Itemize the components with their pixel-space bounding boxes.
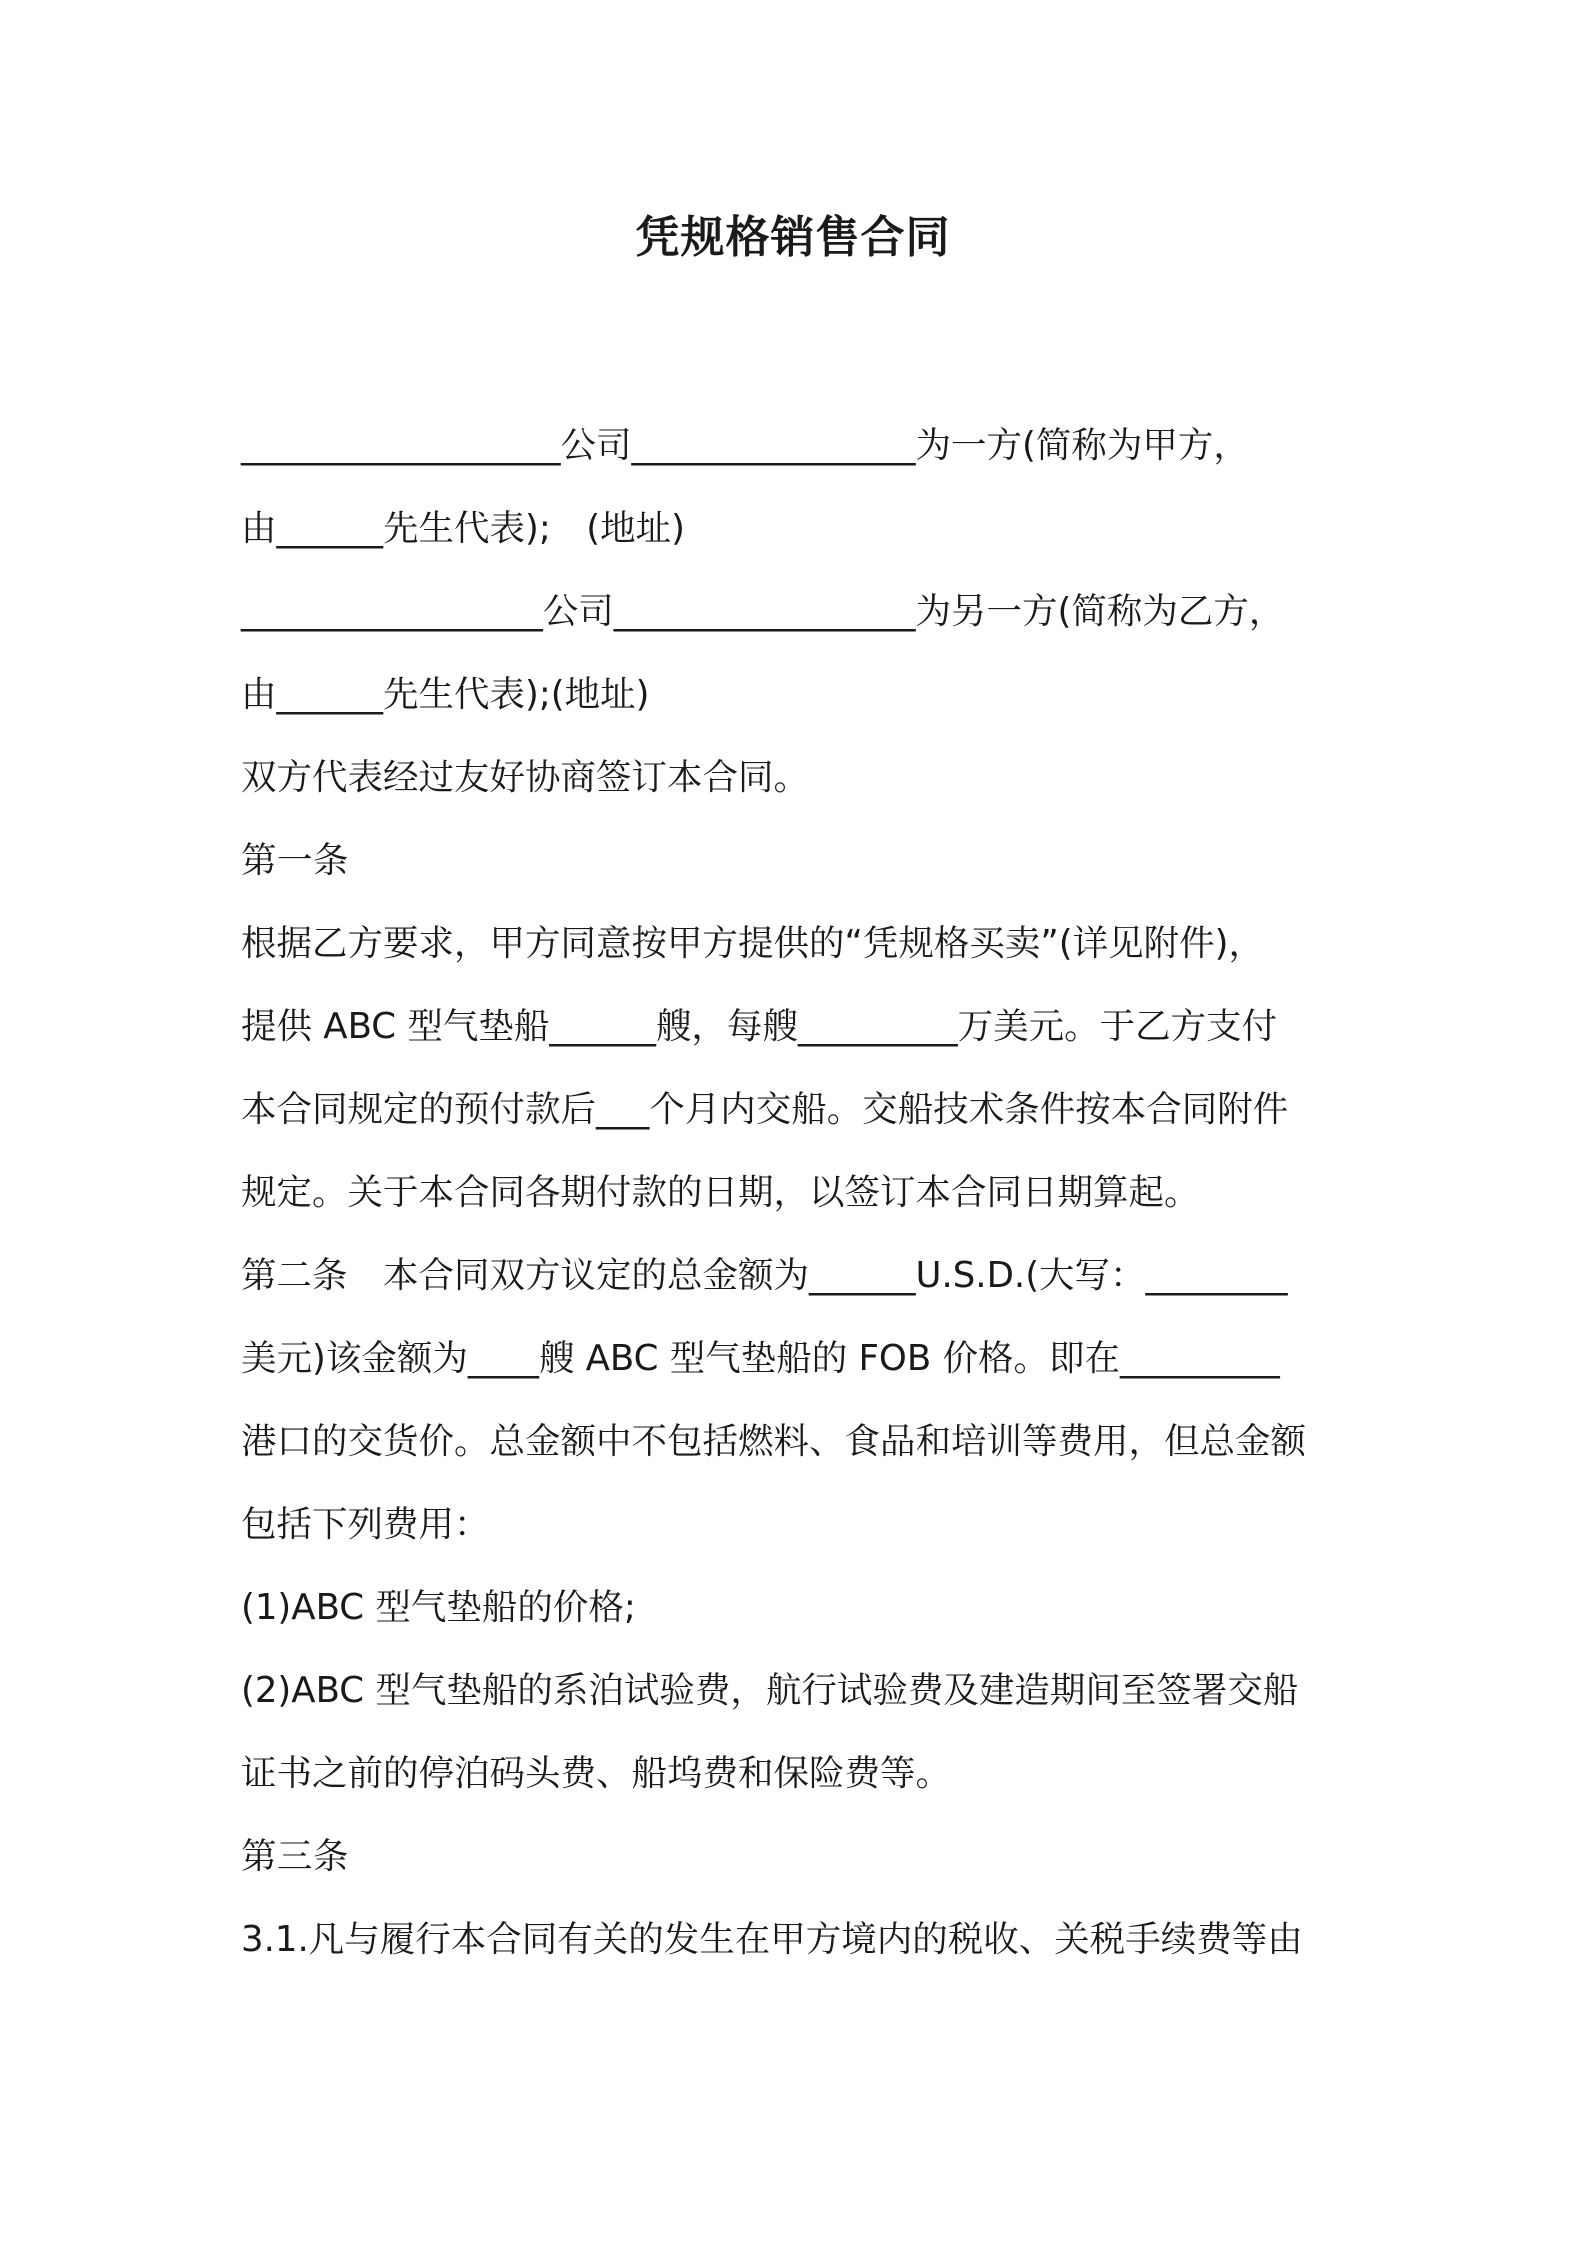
cost-item-2-continued: 证书之前的停泊码头费、船坞费和保险费等。 xyxy=(241,1753,952,1794)
party-a-line: __________________公司________________为一方(简称为甲方， xyxy=(241,425,1249,466)
party-a-representative-line: 由______先生代表); (地址) xyxy=(241,508,686,549)
article-1-text-line: 根据乙方要求，甲方同意按甲方提供的“凭规格买卖”(详见附件)， xyxy=(241,923,1264,964)
article-1-text-line: 本合同规定的预付款后___个月内交船。交船技术条件按本合同附件 xyxy=(241,1089,1289,1130)
article-2-text-line: 港口的交货价。总金额中不包括燃料、食品和培训等费用，但总金额 xyxy=(241,1421,1307,1462)
clause-3-1-line: 3.1.凡与履行本合同有关的发生在甲方境内的税收、关税手续费等由 xyxy=(241,1919,1303,1960)
article-3-heading: 第三条 xyxy=(241,1836,350,1877)
article-2-text-line: 美元)该金额为____艘 ABC 型气垫船的 FOB 价格。即在_________ xyxy=(241,1338,1280,1379)
article-2-text-line: 第二条 本合同双方议定的总金额为______U.S.D.(大写：________ xyxy=(241,1255,1288,1296)
document-title: 凭规格销售合同 xyxy=(635,212,951,263)
article-1-text-line: 规定。关于本合同各期付款的日期，以签订本合同日期算起。 xyxy=(241,1172,1200,1213)
cost-item-2: (2)ABC 型气垫船的系泊试验费，航行试验费及建造期间至签署交船 xyxy=(241,1670,1299,1711)
party-b-representative-line: 由______先生代表);(地址) xyxy=(241,674,650,715)
agreement-statement: 双方代表经过友好协商签订本合同。 xyxy=(241,757,810,798)
article-1-text-line: 提供 ABC 型气垫船______艘，每艘_________万美元。于乙方支付 xyxy=(241,1006,1278,1047)
article-2-text-line: 包括下列费用： xyxy=(241,1504,490,1545)
party-b-line: _________________公司_________________为另一方(简称为乙方， xyxy=(241,591,1285,632)
cost-item-1: (1)ABC 型气垫船的价格; xyxy=(241,1587,636,1628)
article-1-heading: 第一条 xyxy=(241,840,350,881)
document-body xyxy=(241,404,1361,1981)
